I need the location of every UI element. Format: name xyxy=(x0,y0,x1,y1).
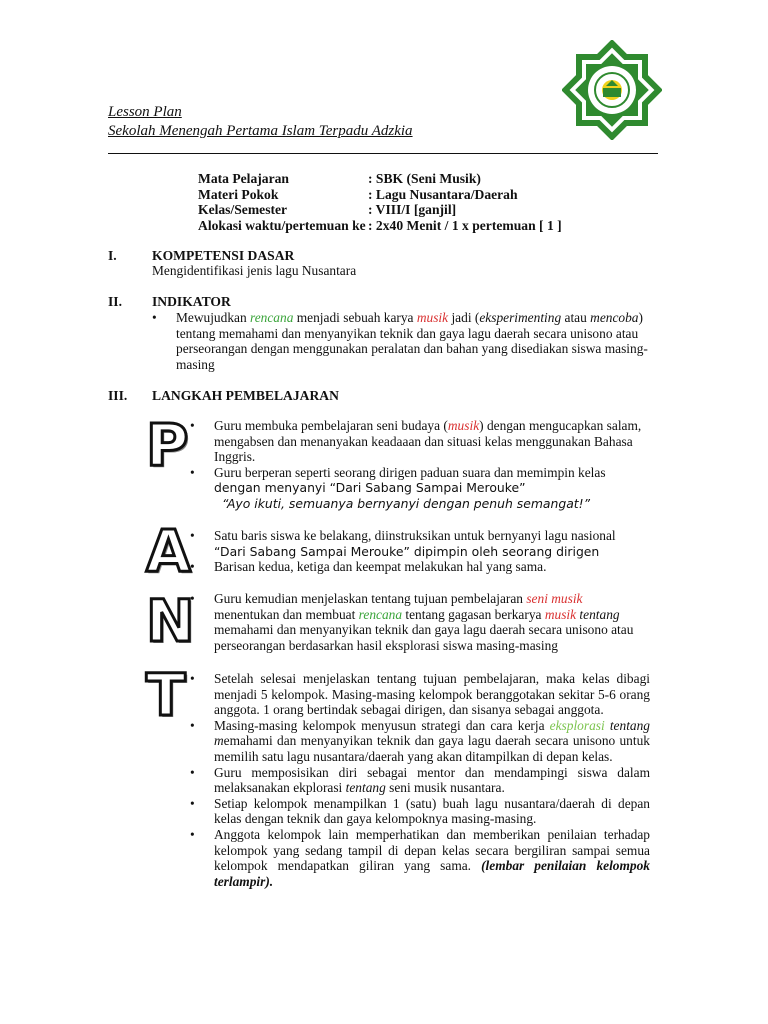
list-item: • Mewujudkan rencana menjadi sebuah karya musik jadi (eksperimenting atau mencoba) tentang memahami dan menyanyikan teknik dan gaya lagu daerah secara unisono atau perseorangan dengan menggunakan peralatan dan bahan yang disediakan siswa masing-masing xyxy=(152,310,652,372)
n-step-list xyxy=(190,591,650,653)
info-row xyxy=(198,218,562,234)
t-step-list xyxy=(190,671,650,889)
info-row xyxy=(198,202,562,218)
info-value: : Lagu Nusantara/Daerah xyxy=(368,186,518,202)
info-key: Mata Pelajaran xyxy=(198,171,289,186)
lesson-info xyxy=(198,171,562,233)
list-item: • Masing-masing kelompok menyusun strategi dan cara kerja eksplorasi tentang memahami dan menyanyikan teknik dan gaya lagu daerah secara unisono untuk memilih satu lagu nusantara/daerah yang akan ditampilkan di depan kelas. xyxy=(190,718,650,765)
list-item: • Guru memposisikan diri sebagai mentor dan mendampingi siswa dalam melaksanakan ekplorasi tentang seni musik nusantara. xyxy=(190,765,650,796)
list-item: • Guru membuka pembelajaran seni budaya (musik) dengan mengucapkan salam, mengabsen dan menanyakan keadaaan dan situasi kelas menggunakan Bahasa Inggris. xyxy=(190,418,650,465)
section-heading-2: II. INDIKATOR xyxy=(108,294,231,309)
info-value: : 2x40 Menit / 1 x pertemuan [ 1 ] xyxy=(368,217,562,233)
document-title: Lesson Plan xyxy=(108,104,182,120)
section-1-text: Mengidentifikasi jenis lagu Nusantara xyxy=(152,263,357,278)
section-heading-3: III. LANGKAH PEMBELAJARAN xyxy=(108,388,339,403)
list-item: • Anggota kelompok lain memperhatikan dan memberikan penilaian terhadap kelompok yang sedang tampil di depan kelas secara bergiliran sampai semua kelompok mendapatkan giliran yang sama. (lembar penilaian kelompok terlampir). xyxy=(190,827,650,889)
info-key: Kelas/Semester xyxy=(198,202,288,218)
list-item: • Guru berperan seperti seorang dirigen paduan suara dan memimpin kelas dengan menyanyi “Dari Sabang Sampai Merouke” “Ayo ikuti, semuanya bernyanyi dengan penuh semangat!” xyxy=(190,465,650,512)
list-item: • Setelah selesai menjelaskan tentang tujuan pembelajaran, maka kelas dibagi menjadi 5 kelompok. Masing-masing kelompok beranggotakan sekitar 5-6 orang anggota. 1 orang bertindak sebagai dirigen, dan sisanya sebagai anggota. xyxy=(190,671,650,718)
pant-letter-a: A xyxy=(146,517,191,585)
a-step-list xyxy=(190,528,650,575)
info-row xyxy=(198,171,562,187)
info-key: Materi Pokok xyxy=(198,186,279,202)
list-item: • Guru kemudian menjelaskan tentang tujuan pembelajaran seni musik menentukan dan membuat rencana tentang gagasan berkarya musik tentang memahami dan menyanyikan teknik dan gaya lagu daerah secara unisono atau perseorangan berdasarkan hasil eksplorasi siswa masing-masing xyxy=(190,591,650,653)
list-item: • Satu baris siswa ke belakang, diinstruksikan untuk bernyanyi lagu nasional “Dari Sabang Sampai Merouke” dipimpin oleh seorang dirigen xyxy=(190,528,650,559)
pant-letter-t: T xyxy=(146,661,186,729)
school-logo-icon xyxy=(562,40,662,140)
section-heading-1: I. KOMPETENSI DASAR xyxy=(108,248,295,263)
list-item: • Setiap kelompok menampilkan 1 (satu) buah lagu nusantara/daerah di depan kelas dengan teknik dan gaya kelompoknya masing-masing. xyxy=(190,796,650,827)
info-key: Alokasi waktu/pertemuan ke xyxy=(198,217,366,233)
indicator-list xyxy=(152,310,652,372)
pant-letter-p: P xyxy=(146,411,189,479)
list-item: • Barisan kedua, ketiga dan keempat melakukan hal yang sama. xyxy=(190,559,650,575)
p-step-list xyxy=(190,418,650,512)
school-name: Sekolah Menengah Pertama Islam Terpadu Adzkia xyxy=(108,123,413,139)
info-row xyxy=(198,187,562,203)
info-value: : SBK (Seni Musik) xyxy=(368,171,481,186)
header-divider xyxy=(108,153,658,154)
info-value: : VIII/I [ganjil] xyxy=(368,202,457,218)
pant-letter-n: N xyxy=(146,587,195,655)
